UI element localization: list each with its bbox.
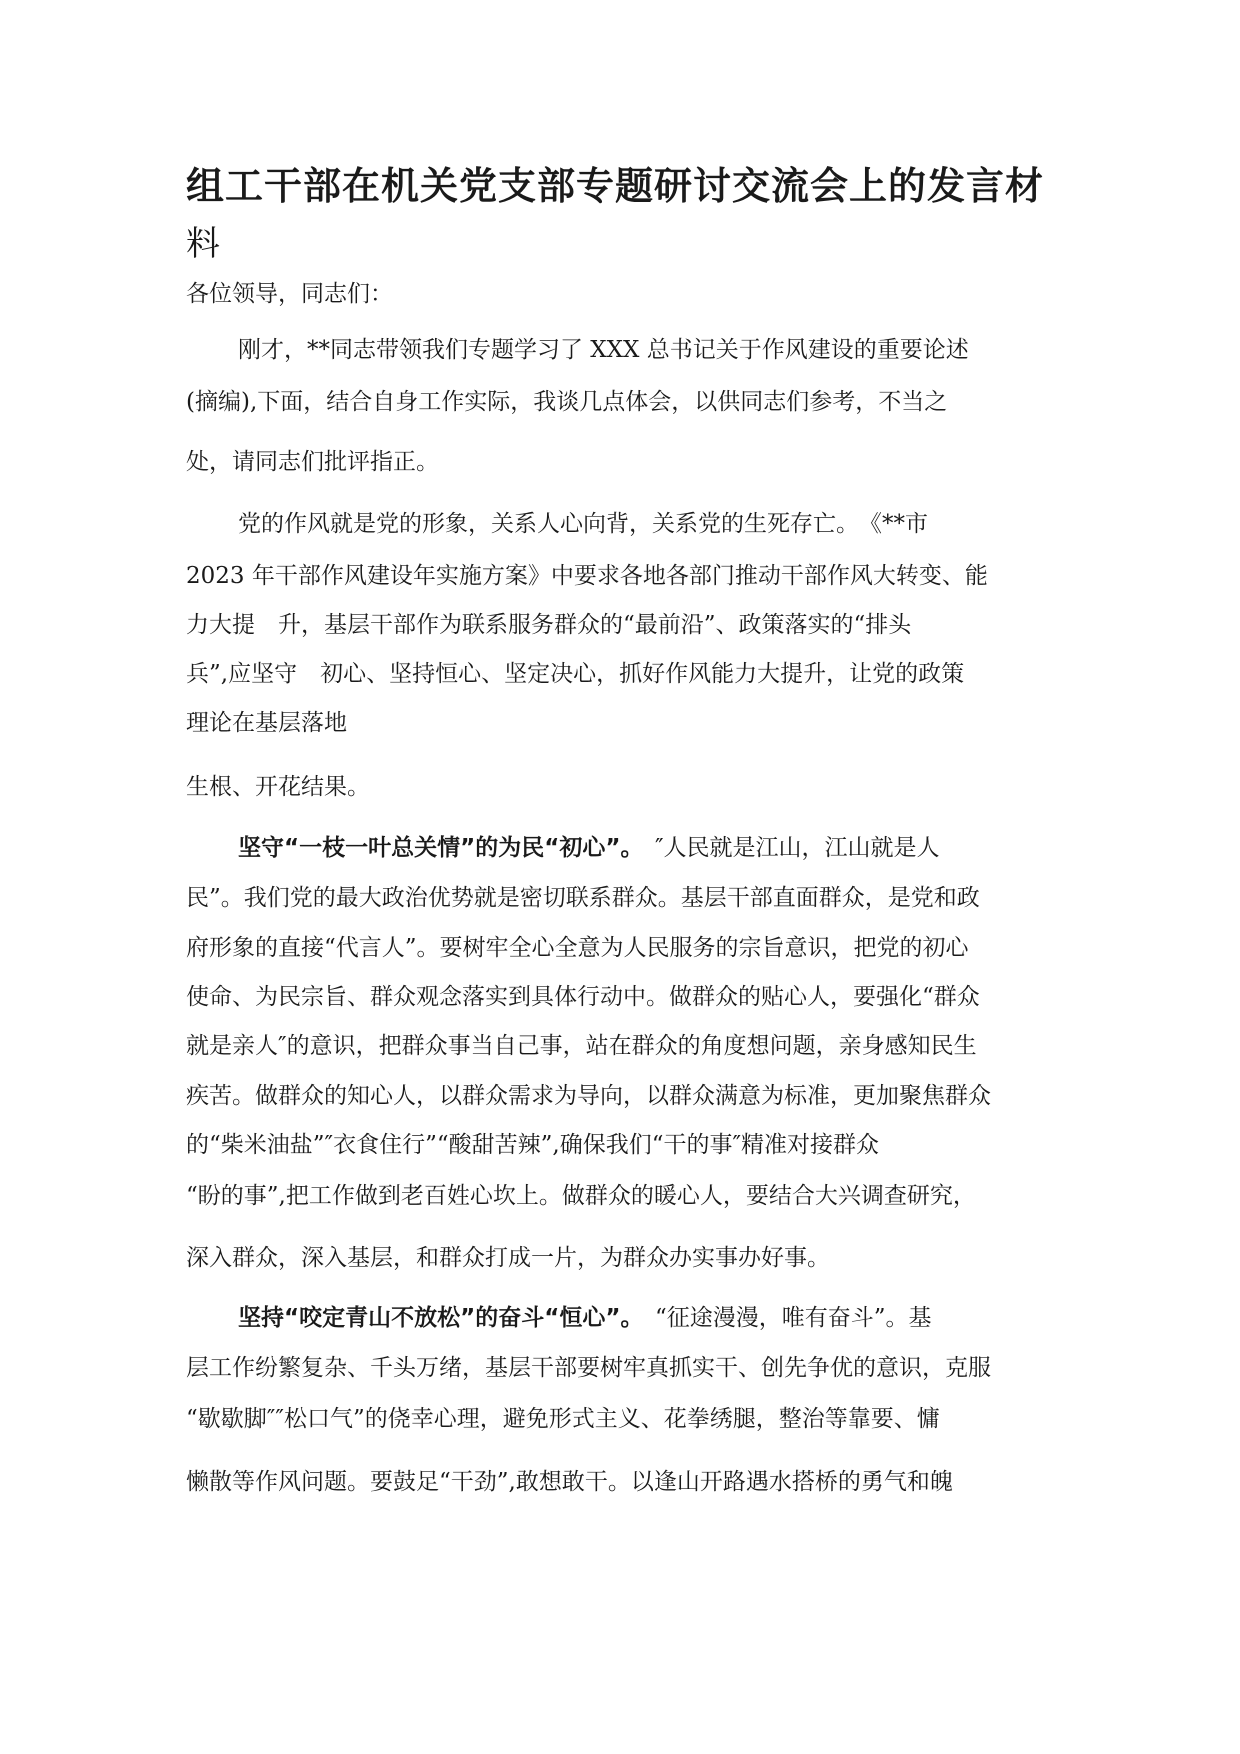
paragraph-line: 民”。我们党的最大政治优势就是密切联系群众。基层干部直面群众，是党和政 — [186, 885, 980, 911]
paragraph-line: 深入群众，深入基层，和群众打成一片，为群众办实事办好事。 — [186, 1245, 830, 1271]
paragraph-line: 懒散等作风问题。要鼓足“干劲”,敢想敢干。以逢山开路遇水搭桥的勇气和魄 — [186, 1469, 953, 1495]
section-1-first-line — [238, 832, 1058, 864]
document-title — [186, 158, 1066, 272]
paragraph-line: 刚才，**同志带领我们专题学习了 XXX 总书记关于作风建设的重要论述 — [238, 337, 969, 363]
paragraph-line: 力大提 升，基层干部作为联系服务群众的“最前沿”、政策落实的“排头 — [186, 612, 912, 638]
paragraph-line: 党的作风就是党的形象，关系人心向背，关系党的生死存亡。 《**市 — [238, 511, 928, 537]
title-line-2: 料 — [186, 224, 221, 264]
paragraph-line: 疾苦。做群众的知心人，以群众需求为导向，以群众满意为标准，更加聚焦群众 — [186, 1083, 991, 1109]
paragraph-line: 理论在基层落地 — [186, 710, 347, 736]
paragraph-line: “盼的事”,把工作做到老百姓心坎上。做群众的暖心人，要结合大兴调查研究， — [186, 1183, 976, 1209]
paragraph-line: 2023 年干部作风建设年实施方案》中要求各地各部门推动干部作风大转变、能 — [186, 563, 988, 589]
paragraph-line: (摘编),下面，结合自身工作实际，我谈几点体会，以供同志们参考，不当之 — [186, 389, 948, 415]
paragraph-line: 使命、为民宗旨、群众观念落实到具体行动中。做群众的贴心人，要强化“群众 — [186, 984, 980, 1010]
section-heading-1: 坚守“一枝一叶总关情”的为民“初心”。 — [238, 835, 632, 861]
title-line-1: 组工干部在机关党支部专题研讨交流会上的发言材 — [186, 164, 1045, 208]
section-2-first-line — [238, 1302, 1058, 1334]
paragraph-line: 处，请同志们批评指正。 — [186, 449, 439, 475]
section-heading-2: 坚持“咬定青山不放松”的奋斗“恒心”。 — [238, 1305, 632, 1331]
paragraph-line: ″人民就是江山，江山就是人 — [631, 835, 940, 861]
paragraph-line: 层工作纷繁复杂、千头万绪，基层干部要树牢真抓实干、创先争优的意识，克服 — [186, 1355, 991, 1381]
salutation: 各位领导，同志们： — [186, 281, 393, 307]
paragraph-line: 的“柴米油盐”″衣食住行”“酸甜苦辣”,确保我们“干的事″精准对接群众 — [186, 1132, 880, 1158]
paragraph-line: 生根、开花结果。 — [186, 774, 370, 800]
paragraph-line: 就是亲人″的意识，把群众事当自己事，站在群众的角度想问题，亲身感知民生 — [186, 1033, 977, 1059]
paragraph-line: “歇歇脚″″松口气”的侥幸心理，避免形式主义、花拳绣腿，整治等靠要、慵 — [186, 1406, 940, 1432]
paragraph-line: “征途漫漫，唯有奋斗”。基 — [631, 1305, 932, 1331]
paragraph-line: 兵”,应坚守 初心、坚持恒心、坚定决心，抓好作风能力大提升，让党的政策 — [186, 661, 965, 687]
paragraph-line: 府形象的直接“代言人”。要树牢全心全意为人民服务的宗旨意识，把党的初心 — [186, 935, 969, 961]
